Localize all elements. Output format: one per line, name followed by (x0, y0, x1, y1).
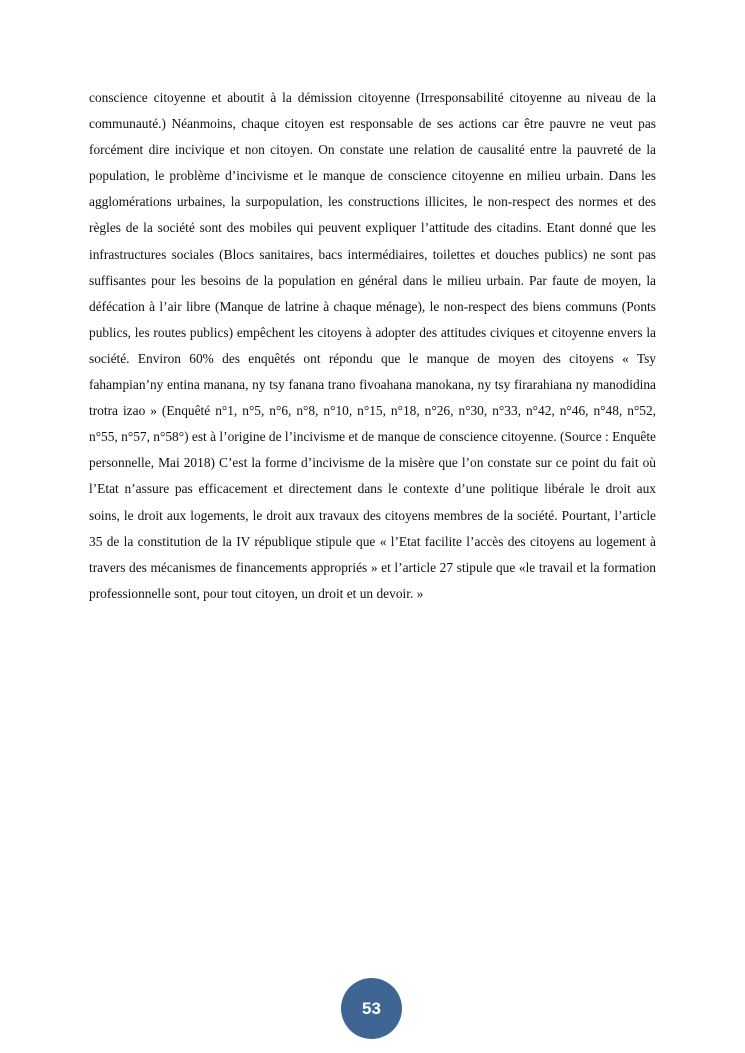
body-paragraph: conscience citoyenne et aboutit à la démission citoyenne (Irresponsabilité citoyenne au niveau de la communauté.) Néanmoins, chaque citoyen est responsable de ses actions car être pauvre ne veut pas forcément dire incivique et non citoyen. On constate une relation de causalité entre la pauvreté de la population, le problème d’incivisme et le manque de conscience citoyenne en milieu urbain. Dans les agglomérations urbaines, la surpopulation, les constructions illicites, le non-respect des normes et des règles de la société sont des mobiles qui peuvent expliquer l’attitude des citadins. Etant donné que les infrastructures sociales (Blocs sanitaires, bacs intermédiaires, toilettes et douches publics) ne sont pas suffisantes pour les besoins de la population en général dans le milieu urbain. Par faute de moyen, la défécation à l’air libre (Manque de latrine à chaque ménage), le non-respect des biens communs (Ponts publics, les routes publics) empêchent les citoyens à adopter des attitudes civiques et citoyenne envers la société. Environ 60% des enquêtés ont répondu que le manque de moyen des citoyens « Tsy fahampian’ny entina manana, ny tsy fanana trano fivoahana manokana, ny tsy firarahiana ny manodidina trotra izao » (Enquêté n°1, n°5, n°6, n°8, n°10, n°15, n°18, n°26, n°30, n°33, n°42, n°46, n°48, n°52, n°55, n°57, n°58°) est à l’origine de l’incivisme et de manque de conscience citoyenne. (Source : Enquête personnelle, Mai 2018) C’est la forme d’incivisme de la misère que l’on constate sur ce point du fait où l’Etat n’assure pas efficacement et directement dans le contexte d’une politique libérale le droit aux soins, le droit aux logements, le droit aux travaux des citoyens membres de la société. Pourtant, l’article 35 de la constitution de la IV république stipule que « l’Etat facilite l’accès des citoyens au logement à travers des mécanismes de financements appropriés » et l’article 27 stipule que «le travail et la formation professionnelle sont, pour tout citoyen, un droit et un devoir. » (89, 90, 656, 601)
page-number-badge (341, 978, 402, 1039)
page-number: 53 (362, 998, 381, 1018)
